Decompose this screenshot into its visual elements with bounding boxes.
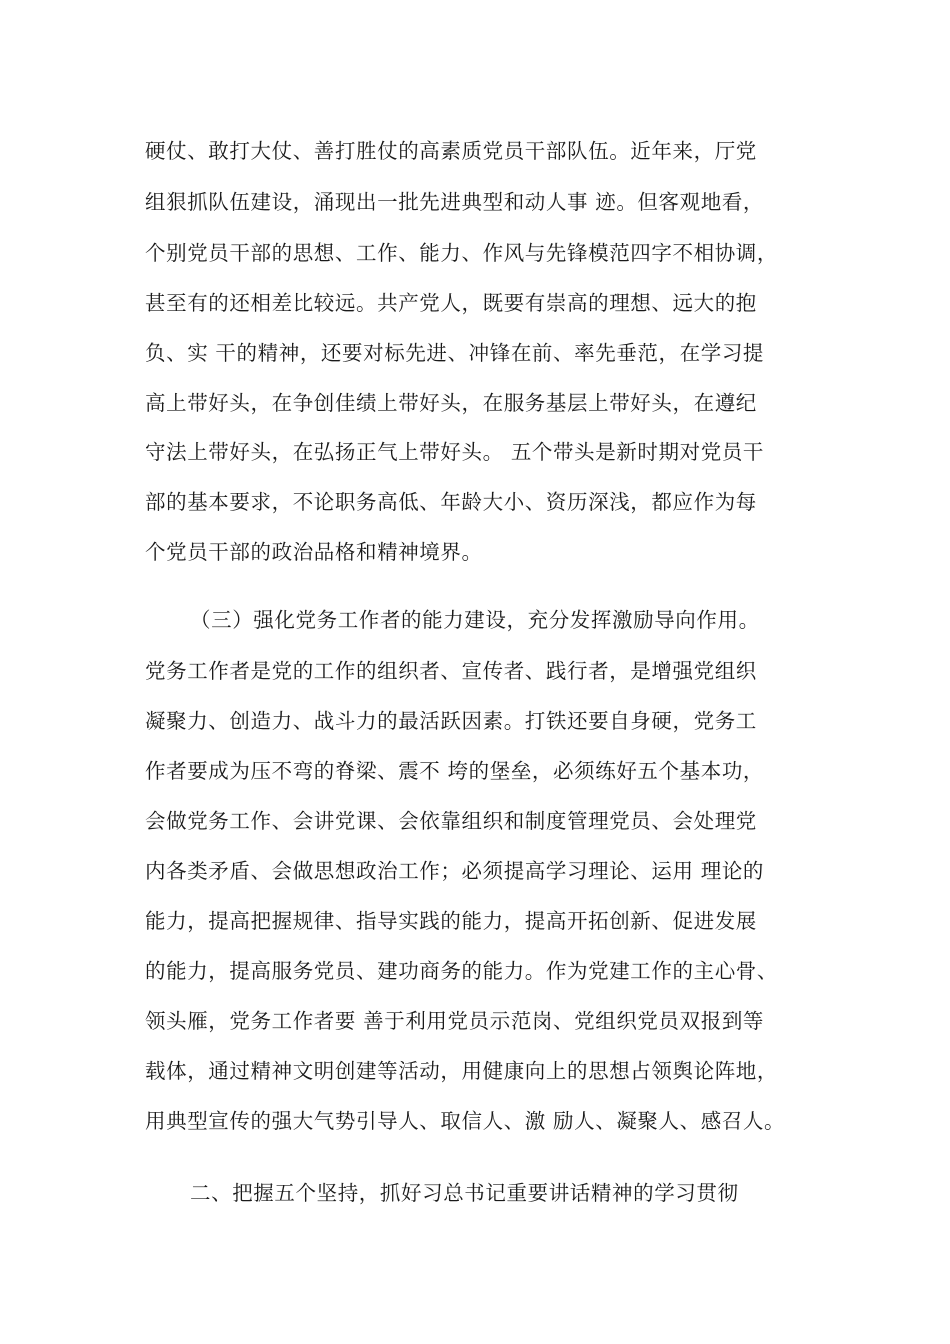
paragraph-1-line-6: 高上带好头，在争创佳绩上带好头，在服务基层上带好头，在遵纪 (145, 391, 757, 415)
paragraph-1-line-3: 个别党员干部的思想、工作、能力、作风与先锋模范四字不相协调， (145, 241, 778, 265)
paragraph-2-line-11: 用典型宣传的强大气势引导人、取信人、激 励人、凝聚人、感召人。 (145, 1109, 786, 1133)
paragraph-1-line-2: 组狠抓队伍建设，涌现出一批先进典型和动人事 迹。但客观地看， (145, 190, 765, 214)
paragraph-2-heading-line: （三）强化党务工作者的能力建设，充分发挥激励导向作用。 (190, 608, 760, 632)
paragraph-1-line-5: 负、实 干的精神，还要对标先进、冲锋在前、率先垂范，在学习提 (145, 341, 765, 365)
paragraph-2-line-7: 能力，提高把握规律、指导实践的能力，提高开拓创新、促进发展 (145, 909, 757, 933)
paragraph-2-line-9: 领头雁，党务工作者要 善于利用党员示范岗、党组织党员双报到等 (145, 1009, 765, 1033)
paragraph-2-line-4: 作者要成为压不弯的脊梁、震不 垮的堡垒，必须练好五个基本功， (145, 759, 765, 783)
paragraph-2-line-10: 载体，通过精神文明创建等活动，用健康向上的思想占领舆论阵地， (145, 1059, 778, 1083)
paragraph-1-line-7: 守法上带好头，在弘扬正气上带好头。 五个带头是新时期对党员干 (145, 440, 765, 464)
paragraph-1-line-4: 甚至有的还相差比较远。共产党人，既要有崇高的理想、远大的抱 (145, 291, 757, 315)
paragraph-2-line-5: 会做党务工作、会讲党课、会依靠组织和制度管理党员、会处理党 (145, 809, 757, 833)
paragraph-2-line-6: 内各类矛盾、会做思想政治工作；必须提高学习理论、运用 理论的 (145, 859, 765, 883)
paragraph-1-line-1: 硬仗、敢打大仗、善打胜仗的高素质党员干部队伍。近年来，厅党 (145, 139, 757, 163)
paragraph-1-line-8: 部的基本要求，不论职务高低、年龄大小、资历深浅，都应作为每 (145, 490, 757, 514)
paragraph-2-line-3: 凝聚力、创造力、战斗力的最活跃因素。打铁还要自身硬，党务工 (145, 709, 757, 733)
paragraph-2-line-8: 的能力，提高服务党员、建功商务的能力。作为党建工作的主心骨、 (145, 959, 778, 983)
paragraph-1-line-9: 个党员干部的政治品格和精神境界。 (145, 540, 483, 564)
paragraph-2-line-2: 党务工作者是党的工作的组织者、宣传者、践行者，是增强党组织 (145, 659, 757, 683)
section-heading: 二、把握五个坚持，抓好习总书记重要讲话精神的学习贯彻 (190, 1181, 739, 1205)
